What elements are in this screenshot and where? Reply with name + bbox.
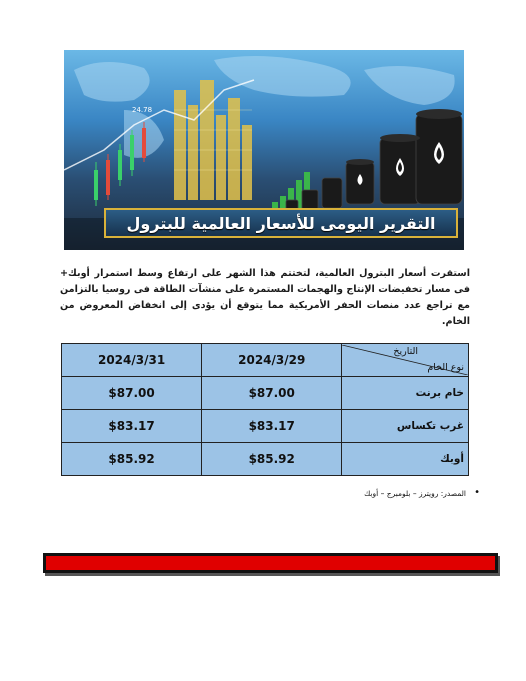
chart-value-label: 24.78 <box>132 106 153 114</box>
price-cell: $83.17 <box>62 410 202 443</box>
table-row <box>62 443 469 476</box>
crude-name-cell: خام برنت <box>342 377 469 410</box>
price-cell: $85.92 <box>62 443 202 476</box>
source-text: المصدر: رويترز – بلومبرج – أوبك <box>364 489 466 498</box>
corner-header-cell <box>342 344 469 377</box>
crude-name-cell: أوبك <box>342 443 469 476</box>
price-cell: $87.00 <box>202 377 342 410</box>
date-header: 2024/3/29 <box>202 344 342 377</box>
price-cell: $87.00 <box>62 377 202 410</box>
crude-name-cell: غرب تكساس <box>342 410 469 443</box>
source-note <box>316 487 480 498</box>
date-header: 2024/3/31 <box>62 344 202 377</box>
red-divider-bar <box>43 553 498 573</box>
oil-prices-table <box>61 343 469 476</box>
table-row <box>62 377 469 410</box>
price-cell: $83.17 <box>202 410 342 443</box>
table-row <box>62 410 469 443</box>
banner-title: التقرير اليومى للأسعار العالمية للبترول <box>104 208 458 238</box>
table-header-row <box>62 344 469 377</box>
bullet-icon: • <box>474 487 480 498</box>
price-cell: $85.92 <box>202 443 342 476</box>
corner-date-label: التاريخ <box>393 346 418 357</box>
intro-paragraph: استقرت أسعار البترول العالمية، لتختتم هذا الشهر على ارتفاع وسط استمرار أوبك+ فى مسار تخفيضات الإنتاج والهجمات المستمرة على منشآت الطاقة فى روسيا بالتزامن مع تراجع عدد منصات الحفر الأمريكية مما يتوقع أن يؤدى إلى انخفاض المعروض من الخام. <box>60 268 470 327</box>
corner-type-label: نوع الخام <box>427 362 464 373</box>
